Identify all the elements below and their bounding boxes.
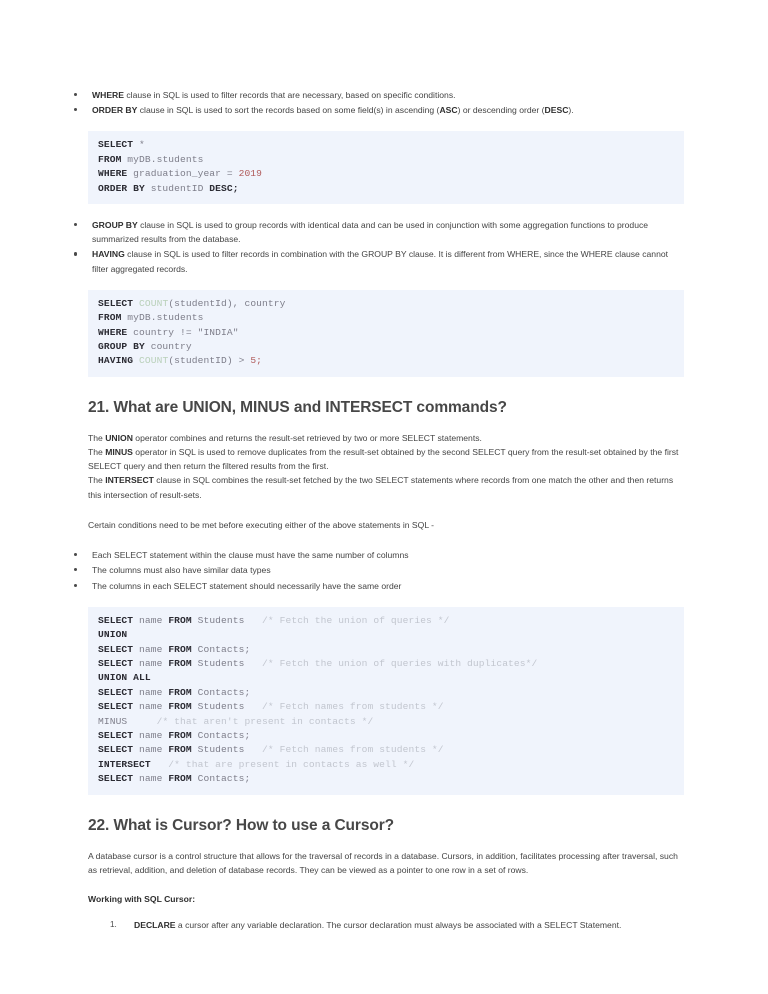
minus-line bbox=[88, 447, 678, 471]
code-token: UNION bbox=[98, 629, 128, 641]
code-token: graduation_year = bbox=[127, 168, 239, 180]
clause-bullet-list bbox=[88, 88, 680, 117]
code-token: (studentId), country bbox=[168, 297, 286, 309]
code-token: FROM bbox=[168, 729, 192, 741]
code-token: name bbox=[133, 614, 169, 626]
clause-text-having: clause in SQL is used to filter records in combination with the GROUP BY clause. It is different from WHERE, since the WHERE clause cannot filter aggregated records. bbox=[92, 249, 669, 274]
code-block-group-by-having bbox=[88, 290, 684, 377]
code-token: FROM bbox=[168, 657, 192, 669]
code-token: MINUS bbox=[98, 715, 128, 727]
section-21-heading: 21. What are UNION, MINUS and INTERSECT commands? bbox=[88, 398, 507, 416]
code-token: 2019 bbox=[238, 168, 263, 180]
code-token: FROM bbox=[98, 153, 122, 165]
section-22-heading: 22. What is Cursor? How to use a Cursor? bbox=[88, 816, 395, 834]
code-token: Contacts; bbox=[191, 773, 251, 785]
code-token: ORDER BY bbox=[98, 182, 145, 194]
code-token: SELECT bbox=[98, 729, 134, 741]
code-token: 5; bbox=[250, 355, 263, 367]
code-token: name bbox=[133, 686, 169, 698]
code-token: COUNT bbox=[139, 355, 169, 367]
list-item: The columns in each SELECT statement should necessarily have the same order bbox=[70, 579, 680, 593]
list-item: The columns must also have similar data types bbox=[70, 563, 680, 577]
section-22-subheading: Working with SQL Cursor: bbox=[88, 893, 196, 904]
code-token: FROM bbox=[168, 686, 192, 698]
code-token: name bbox=[133, 657, 169, 669]
code-token: Contacts; bbox=[191, 643, 251, 655]
code-token: name bbox=[133, 729, 169, 741]
code-token: myDB.students bbox=[121, 153, 204, 165]
code-token: FROM bbox=[168, 744, 192, 756]
union-post: operator combines and returns the result-set retrieved by two or more SELECT statements. bbox=[132, 432, 482, 443]
code-token: name bbox=[133, 643, 169, 655]
clause-text-group-by: clause in SQL is used to group records with identical data and can be used in conjunction with some aggregation functions to produce summarized results from the database. bbox=[92, 220, 649, 245]
code-token: country bbox=[144, 341, 192, 353]
clause-term-order-by: ORDER BY bbox=[92, 105, 138, 116]
code-token: FROM bbox=[168, 701, 192, 713]
clause-term-where: WHERE bbox=[92, 90, 124, 100]
minus-post: operator in SQL is used to remove duplicates from the result-set obtained by the second SELECT query from the result-set obtained by the first SELECT query and then return the filtered results from the first. bbox=[88, 447, 679, 472]
code-token: name bbox=[133, 773, 169, 785]
code-token: COUNT bbox=[139, 297, 169, 309]
list-item bbox=[70, 218, 680, 246]
code-token: WHERE bbox=[98, 168, 128, 180]
intersect-line bbox=[88, 475, 673, 499]
code-token: name bbox=[133, 701, 169, 713]
code-token: myDB.students bbox=[121, 312, 204, 324]
intersect-term: INTERSECT bbox=[105, 475, 154, 486]
section-21-paragraph bbox=[88, 431, 680, 502]
code-token: FROM bbox=[168, 614, 192, 626]
code-token: SELECT bbox=[98, 701, 134, 713]
code-block-select-order-by bbox=[88, 131, 684, 204]
union-term: UNION bbox=[105, 432, 133, 443]
clause-text-order-by-a: clause in SQL is used to sort the records based on some field(s) in ascending ( bbox=[137, 105, 440, 116]
code-token: FROM bbox=[168, 773, 192, 785]
code-token: /* Fetch the union of queries */ bbox=[262, 614, 450, 626]
code-token: Contacts; bbox=[191, 729, 251, 741]
conditions-list bbox=[88, 548, 680, 593]
code-token: Contacts; bbox=[191, 686, 251, 698]
code-token: DESC; bbox=[209, 182, 239, 194]
code-token: Students bbox=[191, 614, 263, 626]
code-token: INTERSECT bbox=[98, 758, 151, 770]
code-token: UNION ALL bbox=[98, 672, 151, 684]
clause-text-where: clause in SQL is used to filter records that are necessary, based on specific conditions. bbox=[124, 90, 456, 100]
list-item bbox=[70, 88, 680, 102]
clause-text-order-by-c: ). bbox=[568, 105, 574, 116]
clause-strong-asc: ASC bbox=[439, 105, 458, 116]
list-item: Each SELECT statement within the clause must have the same number of columns bbox=[70, 548, 680, 562]
code-token: SELECT bbox=[98, 686, 134, 698]
conditions-intro: Certain conditions need to be met before executing either of the above statements in SQL - bbox=[88, 519, 435, 530]
code-token: SELECT bbox=[98, 614, 134, 626]
code-token: SELECT bbox=[98, 139, 134, 151]
list-item bbox=[70, 247, 680, 275]
code-token: HAVING bbox=[98, 355, 134, 367]
minus-pre: The bbox=[88, 447, 106, 458]
code-token: country != "INDIA" bbox=[127, 326, 239, 338]
clause-term-group-by: GROUP BY bbox=[92, 220, 138, 231]
code-token: /* that are present in contacts as well */ bbox=[168, 758, 415, 770]
group-bullet-list bbox=[88, 218, 680, 276]
minus-term: MINUS bbox=[105, 447, 133, 458]
code-token: /* Fetch names from students */ bbox=[262, 701, 444, 713]
code-token: WHERE bbox=[98, 326, 128, 338]
clause-term-having: HAVING bbox=[92, 249, 125, 260]
union-pre: The bbox=[88, 432, 106, 443]
code-token: name bbox=[133, 744, 169, 756]
code-token: SELECT bbox=[98, 744, 134, 756]
code-token: SELECT bbox=[98, 643, 134, 655]
cursor-steps-list bbox=[88, 918, 680, 932]
code-token: Students bbox=[191, 657, 263, 669]
code-token: * bbox=[133, 139, 145, 151]
clause-strong-desc: DESC bbox=[544, 105, 569, 116]
code-token: /* Fetch names from students */ bbox=[262, 744, 444, 756]
code-token: FROM bbox=[98, 312, 122, 324]
clause-text-order-by-b: ) or descending order ( bbox=[457, 105, 545, 116]
code-token: GROUP BY bbox=[98, 341, 145, 353]
code-block-union-minus-intersect bbox=[88, 607, 684, 795]
list-item bbox=[88, 918, 680, 932]
code-token: studentID bbox=[144, 182, 210, 194]
code-token: SELECT bbox=[98, 773, 134, 785]
code-token bbox=[127, 716, 156, 727]
intersect-post: clause in SQL combines the result-set fetched by the two SELECT statements where records from one match the other and then returns this intersection of result-sets. bbox=[88, 475, 674, 500]
code-token bbox=[151, 759, 169, 770]
code-token: Students bbox=[191, 744, 263, 756]
union-line bbox=[88, 433, 482, 443]
code-token: /* Fetch the union of queries with duplicates*/ bbox=[262, 657, 538, 669]
code-token: Students bbox=[191, 701, 263, 713]
intersect-pre: The bbox=[88, 475, 106, 486]
code-token: SELECT bbox=[98, 657, 134, 669]
section-22-paragraph: A database cursor is a control structure that allows for the traversal of records in a database. Cursors, in addition, facilitates processing after traversal, such as retrieval, addition, and deletion of database records. They can be viewed as a pointer to one row in a set of rows. bbox=[88, 850, 678, 875]
code-token: /* that aren't present in contacts */ bbox=[156, 715, 374, 727]
code-token: (studentID) > bbox=[168, 355, 251, 367]
list-item bbox=[70, 103, 680, 117]
code-token: FROM bbox=[168, 643, 192, 655]
code-token: SELECT bbox=[98, 297, 134, 309]
step-term-declare: DECLARE bbox=[134, 919, 176, 930]
step-number: 1. bbox=[110, 919, 117, 929]
step-text: a cursor after any variable declaration. The cursor declaration must always be associated with a SELECT Statement. bbox=[175, 919, 622, 930]
